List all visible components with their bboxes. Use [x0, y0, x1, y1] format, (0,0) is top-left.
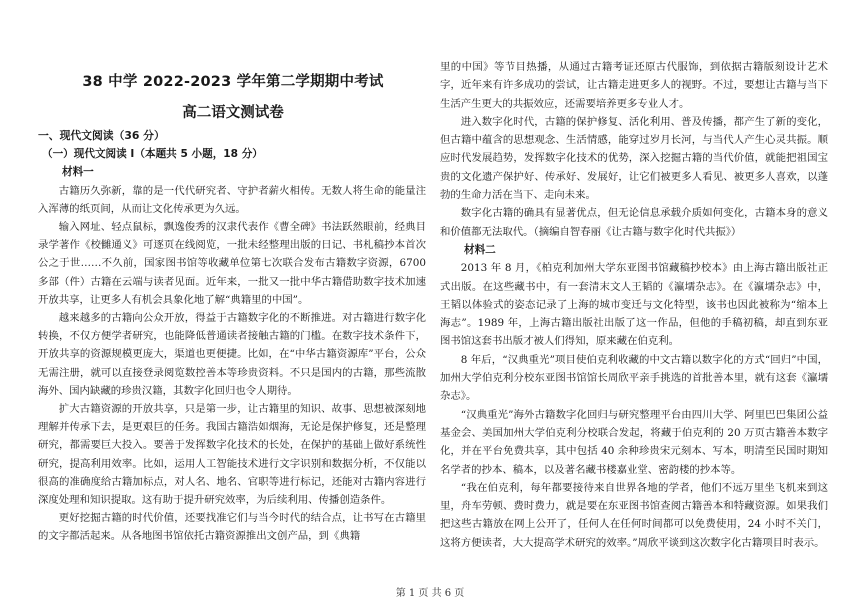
paragraph: 数字化古籍的确具有显著优点，但无论信息承载介质如何变化，古籍本身的意义和价值都无法取代。（摘编自智春丽《让古籍与数字化时代共振》） [440, 207, 828, 238]
paragraph: 扩大古籍资源的开放共享，只是第一步，让古籍里的知识、故事、思想被深刻地理解并传承下去，是更艰巨的任务。我国古籍浩如烟海，无论是保护修复，还是整理研究，都需要巨大投入。要善于发挥数字化技术的长处，在保护的基础上做好系统性研究，提高利用效率。比如，运用人工智能技术进行文字识别和数据分析，不仅能以很高的准确度给古籍加标点，对人名、地名、官职等进行标记，还能对古籍内容进行深度处理和知识提取。这有助于提升研究效率，为后续利用、传播创造条件。 [38, 403, 426, 507]
paragraph: 2013 年 8 月，《柏克利加州大学东亚图书馆藏稿抄校本》由上海古籍出版社正式出版。在这些藏书中，有一套清末文人王韬的《瀛壖杂志》。在《瀛壖杂志》中，王韬以体验式的姿态记录了上海的城市变迁与文化特型，该书也因此被称为“缩本上海志”。1989 年，上海古籍出版社出版了这一作品，但他的手稿初稿，却直到东亚图书馆这套书出版才被人们得知，原来藏在伯克利。 [440, 262, 828, 348]
paragraph: 里的中国》等节目热播，从通过古籍考证还原古代服饰，到依据古籍版刻设计艺术字，近年来有许多成功的尝试，让古籍走进更多人的视野。不过，要想让古籍与当下生活产生更大的共振效应，还需要培养更多专业人才。 [440, 61, 828, 110]
paragraph: 进入数字化时代，古籍的保护修复、活化利用、普及传播，都产生了新的变化，但古籍中蕴含的思想观念、生活情感，能穿过岁月长河，与当代人产生心灵共振。顺应时代发展趋势，发挥数字化技术的优势，深入挖掘古籍的当代价值，就能把祖国宝贵的文化遗产保护好、传承好、发展好，让它们被更多人看见、被更多人喜欢，以蓬勃的生命力活在当下、走向未来。 [440, 115, 828, 202]
paragraph: “汉典重光”海外古籍数字化回归与研究整理平台由四川大学、阿里巴巴集团公益基金会、美国加州大学伯克利分校联合发起，将藏于伯克利的 20 万页古籍善本数字化，并在平台免费共享，其中包括 40 余种珍贵宋元刻本、写本，明清至民国时期知名学者的抄本、稿本，以及著名藏书楼嘉业堂、密韵楼的抄本等。 [440, 408, 828, 476]
paragraph: 更好挖掘古籍的时代价值，还要找准它们与当今时代的结合点，让书写在古籍里的文字都活起来。从各地图书馆依托古籍资源推出文创产品，到《典籍 [38, 512, 426, 543]
exam-subtitle: 高二语文测试卷 [182, 105, 284, 121]
left-column [38, 127, 426, 546]
paragraph: 输入网址、轻点鼠标，飘逸俊秀的汉隶代表作《曹全碑》书法跃然眼前，经典目录学著作《校雠通义》可逐页在线阅览，一批未经整理出版的日记、书札稿抄本首次公之于世……不久前，国家图书馆等收藏单位第七次联合发布古籍数字资源，6700 多部（件）古籍在云端与读者见面。近年来，一批又一批中华古籍借助数字技术加速开放共享，让更多人有机会具象化地了解“典籍里的中国”。 [38, 221, 426, 306]
paragraph: 越来越多的古籍向公众开放，得益于古籍数字化的不断推进。对古籍进行数字化转换，不仅方便学者研究，也能降低普通读者接触古籍的门槛。在数字技术条件下，开放共享的资源规模更庞大，渠道也更便捷。比如，在“中华古籍资源库”平台，公众无需注册，就可以直接登录阅览数控善本等珍贵资料。不只是国内的古籍，那些流散海外、国内缺藏的珍贵汉籍，其数字化回归也令人期待。 [38, 312, 426, 397]
subsection-heading: （一）现代文阅读 I（本题共 5 小题，18 分） [42, 148, 263, 161]
section-heading: 一、现代文阅读（36 分） [38, 129, 165, 142]
material-one-label: 材料一 [62, 166, 94, 179]
paragraph: 古籍历久弥新，靠的是一代代研究者、守护者薪火相传。无数人将生命的能量注入浑薄的纸页间，从而让文化传承更为久远。 [38, 184, 426, 215]
material-two-label: 材料二 [464, 243, 496, 256]
paragraph: 8 年后，“汉典重光”项目使伯克利收藏的中文古籍以数字化的方式“回归”中国，加州大学伯克利分校东亚图书馆馆长周欣平亲手挑选的首批善本里，就有这套《瀛壖杂志》。 [440, 353, 828, 403]
page-number: 第 1 页 共 6 页 [395, 588, 465, 599]
right-column [440, 58, 828, 552]
exam-title: 38 中学 2022-2023 学年第二学期期中考试 [82, 74, 384, 90]
paragraph: “我在伯克利，每年都要接待来自世界各地的学者，他们不远万里坐飞机来到这里，舟车劳顿、费时费力，就是要在东亚图书馆查阅古籍善本和特藏资源。如果我们把这些古籍放在网上公开了，任何人在任何时间都可以免费使用，24 小时不关门，这将方便读者，大大提高学术研究的效率。”周欣平谈到这次数字化古籍项目时表示。 [440, 481, 828, 549]
